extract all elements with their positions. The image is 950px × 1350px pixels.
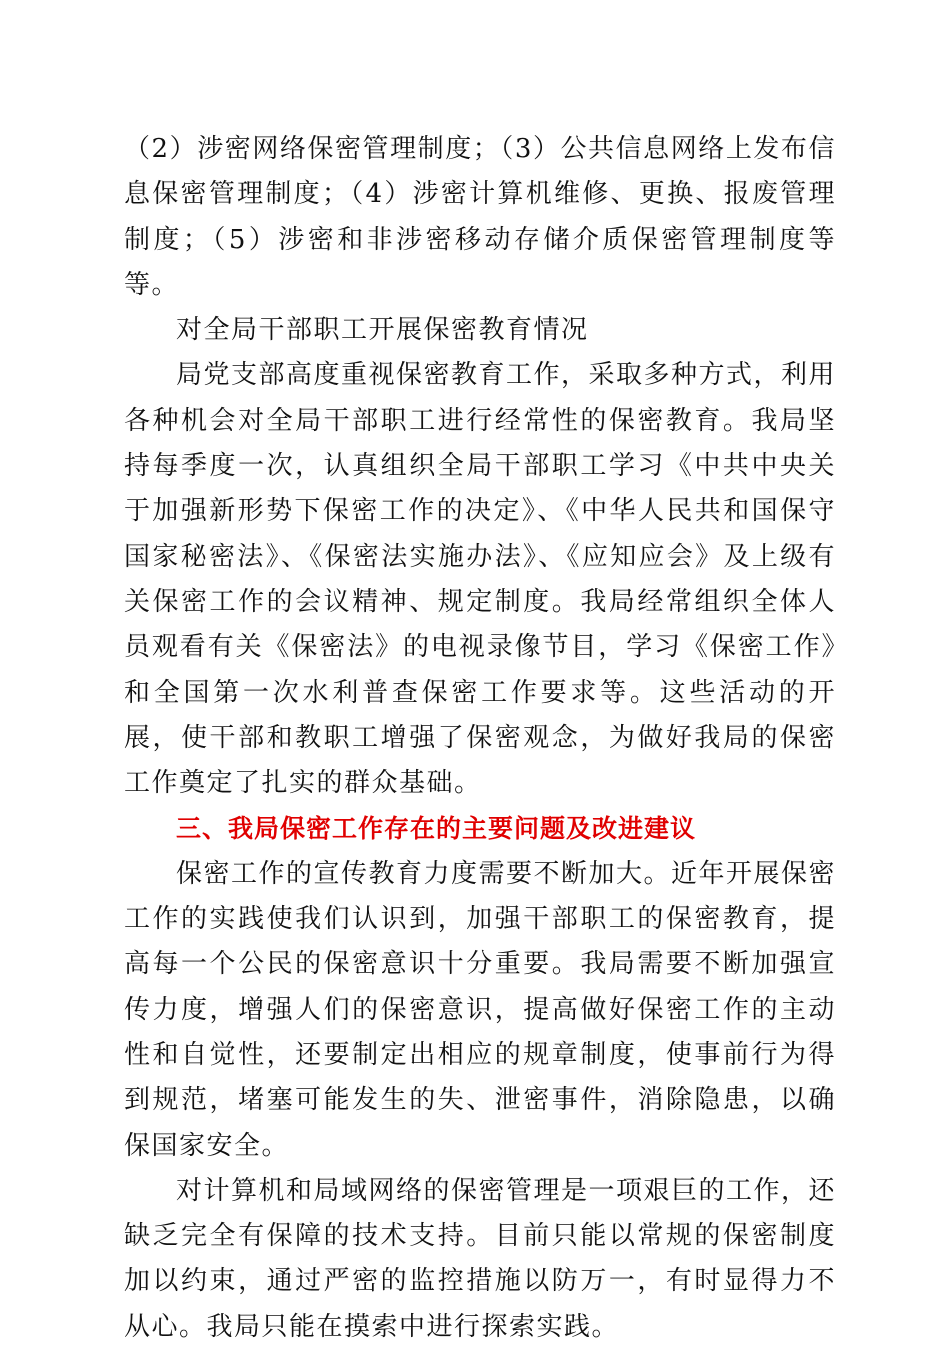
document-body — [124, 127, 836, 1350]
paragraph-regulations-list: （2）涉密网络保密管理制度；（3）公共信息网络上发布信息保密管理制度；（4）涉密计算机维修、更换、报废管理制度；（5）涉密和非涉密移动存储介质保密管理制度等等。 — [124, 134, 836, 300]
section-heading-problems: 三、我局保密工作存在的主要问题及改进建议 — [176, 814, 697, 844]
paragraph-education-subheading: 对全局干部职工开展保密教育情况 — [176, 315, 589, 346]
paragraph-computer-network: 对计算机和局域网络的保密管理是一项艰巨的工作，还缺乏完全有保障的技术支持。目前只能以常规的保密制度加以约束，通过严密的监控措施以防万一，有时显得力不从心。我局只能在摸索中进行探索实践。 — [124, 1175, 837, 1342]
paragraph-publicity-education: 保密工作的宣传教育力度需要不断加大。近年开展保密工作的实践使我们认识到，加强干部职工的保密教育，提高每一个公民的保密意识十分重要。我局需要不断加强宣传力度，增强人们的保密意识，提高做好保密工作的主动性和自觉性，还要制定出相应的规章制度，使事前行为得到规范，堵塞可能发生的失、泄密事件，消除隐患，以确保国家安全。 — [124, 858, 837, 1161]
paragraph-education-details: 局党支部高度重视保密教育工作，采取多种方式，利用各种机会对全局干部职工进行经常性的保密教育。我局坚持每季度一次，认真组织全局干部职工学习《中共中央关于加强新形势下保密工作的决定》、《中华人民共和国保守国家秘密法》、《保密法实施办法》、《应知应会》及上级有关保密工作的会议精神、规定制度。我局经常组织全体人员观看有关《保密法》的电视录像节目，学习《保密工作》和全国第一次水利普查保密工作要求等。这些活动的开展，使干部和教职工增强了保密观念，为做好我局的保密工作奠定了扎实的群众基础。 — [124, 360, 837, 799]
